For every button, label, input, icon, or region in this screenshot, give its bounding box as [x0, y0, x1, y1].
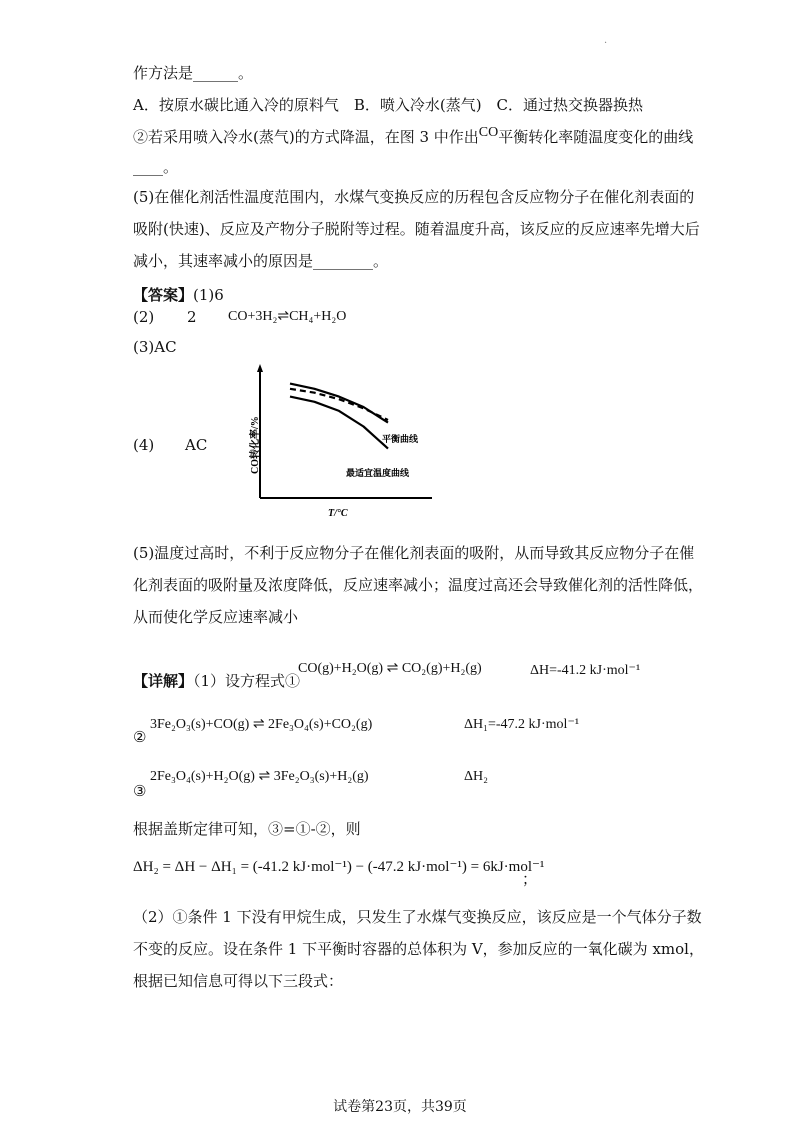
detail-2-line-3: 根据已知信息可得以下三段式： — [133, 972, 344, 990]
equation-1: CO(g)+H₂O(g) ⇌ CO₂(g)+H₂(g) — [298, 661, 482, 676]
equation-2-number: ② — [133, 728, 147, 746]
question-line-3b: 平衡转化率随温度变化的曲线 — [498, 128, 694, 146]
question-line-1: 作方法是______。 — [133, 64, 254, 82]
detail-2-line-1: （2）①条件 1 下没有甲烷生成，只发生了水煤气变换反应，该反应是一个气体分子数 — [133, 908, 702, 926]
equation-3: 2Fe₃O₄(s)+H₂O(g) ⇌ 3Fe₂O₃(s)+H₂(g) — [150, 769, 369, 784]
question-5-line-1: (5)在催化剂活性温度范围内，水煤气变换反应的历程包含反应物分子在催化剂表面的 — [133, 188, 695, 206]
legend-optimal-temperature-curve: 最适宜温度曲线 — [346, 469, 410, 479]
hess-law-line: 根据盖斯定律可知，③=①-②，则 — [133, 820, 361, 838]
x-axis-label: T/°C — [328, 508, 348, 519]
answer-line-2 — [133, 306, 347, 328]
series-line-3 — [290, 397, 388, 449]
corner-dot: · — [604, 38, 608, 49]
answer-1: (1)6 — [193, 286, 224, 304]
enthalpy-calculation: ΔH₂ = ΔH − ΔH₁ = (-41.2 kJ·mol⁻¹) − (-47.2 kJ·mol⁻¹) = 6kJ·mol⁻¹ — [133, 859, 545, 875]
equation-3-number: ③ — [133, 782, 147, 800]
enthalpy-1: ΔH=-41.2 kJ·mol⁻¹ — [530, 663, 641, 678]
calc-semicolon: ； — [522, 870, 538, 888]
question-line-3 — [133, 126, 693, 150]
answer-5-line-3: 从而使化学反应速率减小 — [133, 608, 299, 626]
answer-2-label: (2) — [133, 308, 155, 326]
question-line-4: ____。 — [133, 158, 179, 176]
page-footer: 试卷第23页，共39页 — [333, 1099, 467, 1115]
detail-tag: 【详解】 — [133, 672, 194, 690]
enthalpy-3: ΔH₂ — [464, 769, 488, 784]
detail-intro: （1）设方程式① — [193, 672, 301, 690]
enthalpy-2: ΔH₁=-47.2 kJ·mol⁻¹ — [464, 717, 580, 732]
detail-2-line-2: 不变的反应。设在条件 1 下平衡时容器的总体积为 V，参加反应的一氧化碳为 xmol， — [133, 940, 704, 958]
series-line-1 — [290, 384, 388, 423]
answer-2-value: 2 — [187, 308, 197, 326]
question-5-line-3: 减小，其速率减小的原因是________。 — [133, 252, 389, 270]
question-options: A．按原水碳比通入冷的原料气 B．喷入冷水(蒸气) C．通过热交换器换热 — [133, 96, 644, 114]
answer-line-4 — [133, 434, 208, 456]
answer-4-value: AC — [185, 436, 208, 454]
answer-3: (3)AC — [133, 338, 177, 356]
legend-equilibrium-curve: 平衡曲线 — [382, 435, 419, 445]
answer-tag: 【答案】 — [133, 286, 194, 304]
co-formula: CO — [478, 125, 499, 140]
answer-5-line-2: 化剂表面的吸附量及浓度降低，反应速率减小；温度过高还会导致催化剂的活性降低， — [133, 576, 704, 594]
question-5-line-2: 吸附(快速)、反应及产物分子脱附等过程。随着温度升高，该反应的反应速率先增大后 — [133, 220, 700, 238]
y-axis-arrow — [257, 364, 263, 372]
answer-4-label: (4) — [133, 436, 155, 454]
series-line-2 — [290, 389, 388, 420]
answer-2-equation: CO+3H₂⇌CH₄+H₂O — [228, 309, 347, 324]
detail-line-1 — [133, 670, 300, 692]
co-conversion-chart — [248, 364, 448, 524]
equation-2: 3Fe₂O₃(s)+CO(g) ⇌ 2Fe₃O₄(s)+CO₂(g) — [150, 717, 373, 732]
question-line-3a: ②若采用喷入冷水(蒸气)的方式降温，在图 3 中作出 — [133, 128, 479, 146]
y-axis-label: CO转化率/% — [250, 416, 261, 474]
answer-5-line-1: (5)温度过高时，不利于反应物分子在催化剂表面的吸附，从而导致其反应物分子在催 — [133, 544, 695, 562]
answer-line-1 — [133, 284, 224, 306]
